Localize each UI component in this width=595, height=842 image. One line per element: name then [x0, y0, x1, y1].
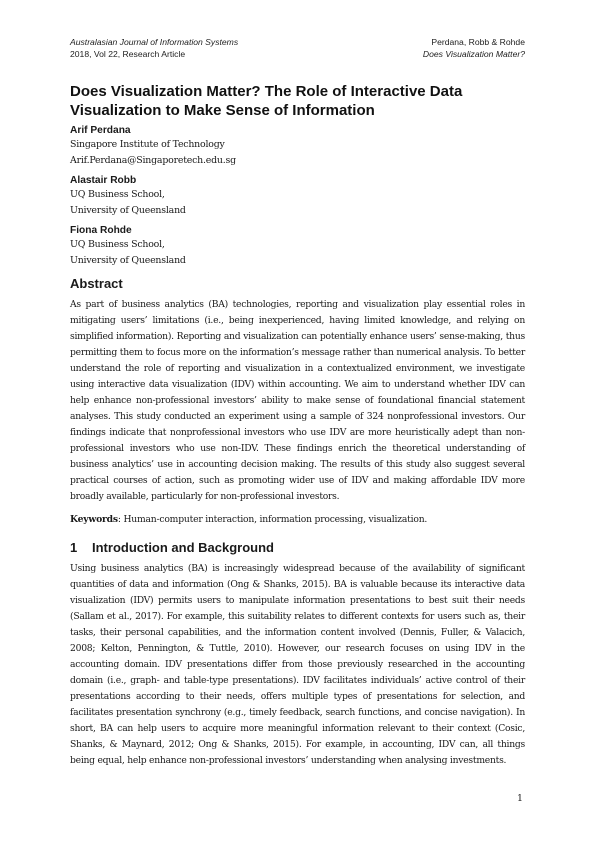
- journal-name: Australasian Journal of Information Systems: [70, 37, 239, 47]
- short-title: Does Visualization Matter?: [422, 49, 525, 59]
- authors-short: Perdana, Robb & Rohde: [431, 37, 525, 47]
- main-content: [70, 82, 525, 769]
- affiliation-line: University of Queensland: [70, 205, 186, 216]
- keywords-label: Keywords: [70, 514, 118, 525]
- keywords-line: [70, 512, 525, 528]
- author-affiliation: [70, 187, 525, 219]
- running-header-right: [423, 36, 525, 60]
- section-title: Introduction and Background: [92, 540, 274, 555]
- running-header-left: [70, 36, 238, 60]
- section-number: 1: [70, 540, 78, 555]
- keywords-text: : Human-computer interaction, information processing, visualization.: [117, 514, 428, 525]
- affiliation-line: Singapore Institute of Technology: [70, 139, 225, 150]
- section-heading: [70, 540, 525, 556]
- affiliation-line: University of Queensland: [70, 255, 186, 266]
- volume-info: 2018, Vol 22, Research Article: [70, 49, 186, 59]
- author-name: Arif Perdana: [70, 125, 131, 136]
- author-affiliation: [70, 237, 525, 269]
- affiliation-line: UQ Business School,: [70, 239, 165, 250]
- author-email: Arif.Perdana@Singaporetech.edu.sg: [70, 155, 236, 166]
- author-name: Alastair Robb: [70, 175, 137, 186]
- affiliation-line: UQ Business School,: [70, 189, 165, 200]
- abstract-heading: Abstract: [70, 276, 123, 291]
- abstract-text: As part of business analytics (BA) technologies, reporting and visualization play essential roles in mitigating users’ limitations (i.e., being inexperienced, having limited knowledge, and relying on simplified information). Reporting and visualization can potentially enhance users’ sense-making, thus permitting them to focus more on the information’s message rather than numerical analysis. To better understand the role of reporting and visualization in a contextualized environment, we investigate using interactive data visualization (IDV) within accounting. We aim to understand whether IDV can help enhance non-professional investors’ ability to make sense of foundational financial statement analyses. This study conducted an experiment using a sample of 324 nonprofessional investors. Our findings indicate that nonprofessional investors who use IDV are more heuristically adept than non-professional investors who use non-IDV. These findings enrich the theoretical understanding of business analytics’ use in accounting decision making. The results of this study also suggest several practical courses of action, such as promoting wider use of IDV and making affordable IDV more broadly available, particularly for non-professional investors.: [70, 299, 525, 502]
- paper-title: Does Visualization Matter? The Role of Interactive Data Visualization to Make Sense of Information: [70, 83, 463, 119]
- intro-text: Using business analytics (BA) is increasingly widespread because of the availability of significant quantities of data and information (Ong & Shanks, 2015). BA is valuable because its interactive data visualization (IDV) permits users to manipulate information presentations to best suit their needs (Sallam et al., 2017). For example, this suitability relates to different contexts for users such as, their tasks, their personal capabilities, and the information content involved (Dennis, Fuller, & Valacich, 2008; Kelton, Pennington, & Tuttle, 2010). However, our research focuses on using IDV in the accounting domain. IDV presentations differ from those previously researched in the accounting domain (i.e., graph- and table-type presentations). IDV facilitates individuals’ active control of their presentations according to their needs, offers multiple types of presentations for selection, and facilitates presentation synchrony (e.g., timely feedback, search functions, and concise navigation). In short, BA can help users to acquire more meaningful information relevant to their context (Cosic, Shanks, & Maynard, 2012; Ong & Shanks, 2015). For example, in accounting, IDV can, all things being equal, help enhance non-professional investors’ understanding when analysing investments.: [70, 563, 525, 766]
- author-affiliation: [70, 137, 525, 169]
- page-number: 1: [517, 793, 523, 804]
- author-name: Fiona Rohde: [70, 225, 132, 236]
